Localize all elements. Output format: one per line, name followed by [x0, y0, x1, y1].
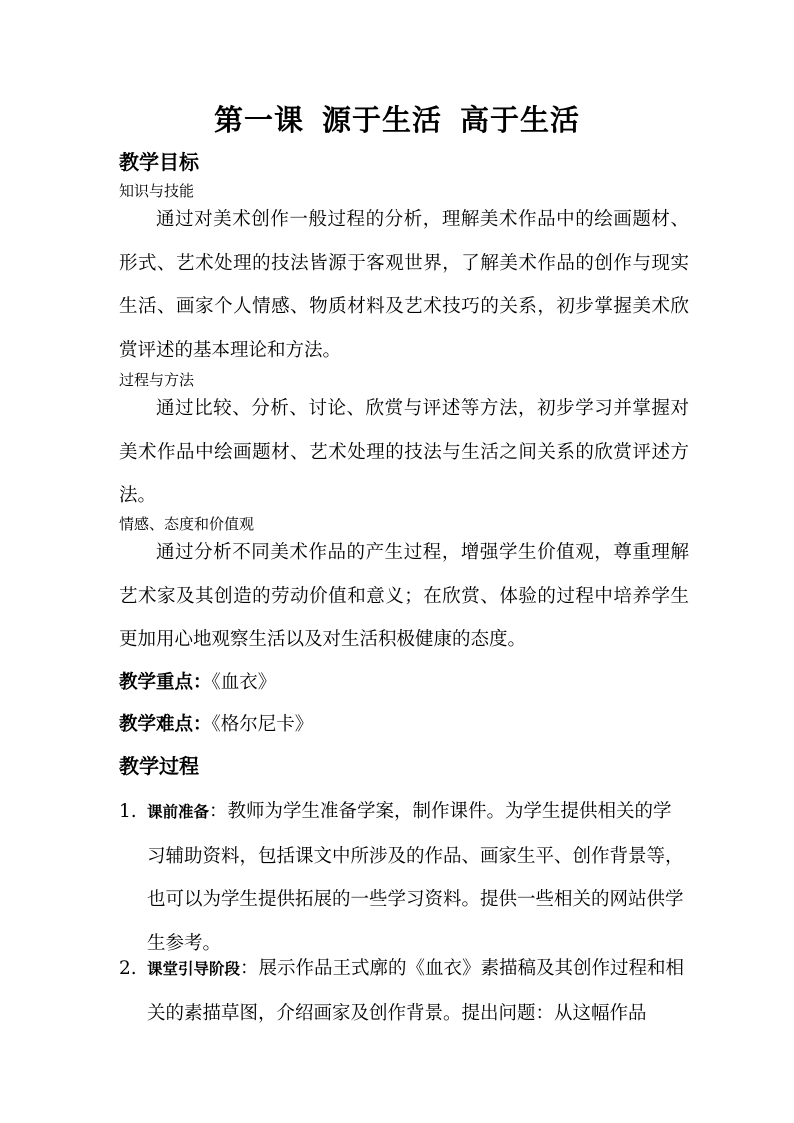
title-part-2: 源于生活	[321, 103, 442, 137]
knowledge-paragraph: 通过对美术创作一般过程的分析，理解美术作品中的绘画题材、形式、艺术处理的技法皆源于客观世界，了解美术作品的创作与现实生活、画家个人情感、物质材料及艺术技巧的关系，初步掌握美术欣赏评述的基本理论和方法。	[119, 209, 689, 361]
difficulty-value: 《格尔尼卡》	[211, 714, 314, 735]
list-item-text: ：教师为学生准备学案，制作课件。为学生提供相关的学习辅助资料，包括课文中所涉及的作品、画家生平、创作背景等，也可以为学生提供拓展的一些学习资料。提供一些相关的网站供学生参考。	[147, 801, 684, 954]
title-part-1: 第一课	[213, 103, 304, 137]
title-part-3: 高于生活	[460, 103, 581, 137]
list-item-text: ：展示作品王式廓的《血衣》素描稿及其创作过程和相关的素描草图，介绍画家及创作背景。提出问题：从这幅作品	[147, 958, 685, 1024]
page-title	[0, 98, 794, 139]
list-item-lead: 课堂引导阶段	[147, 960, 241, 978]
key-point	[119, 668, 276, 694]
key-point-label: 教学重点：	[119, 672, 212, 693]
difficulty-label: 教学难点：	[119, 714, 212, 735]
list-item	[119, 947, 689, 1035]
list-item-number: 1.	[119, 801, 137, 822]
list-item	[119, 790, 689, 965]
knowledge-label: 知识与技能	[119, 182, 195, 200]
process-label: 过程与方法	[119, 371, 195, 389]
process-heading: 教学过程	[119, 754, 199, 778]
values-label: 情感、态度和价值观	[119, 515, 255, 533]
key-point-value: 《血衣》	[211, 672, 277, 693]
objectives-heading: 教学目标	[119, 150, 199, 174]
list-item-number: 2.	[119, 958, 137, 979]
process-paragraph: 通过比较、分析、讨论、欣赏与评述等方法，初步学习并掌握对美术作品中绘画题材、艺术处理的技法与生活之间关系的欣赏评述方法。	[119, 398, 689, 506]
values-paragraph: 通过分析不同美术作品的产生过程，增强学生价值观，尊重理解艺术家及其创造的劳动价值和意义；在欣赏、体验的过程中培养学生更加用心地观察生活以及对生活积极健康的态度。	[119, 542, 689, 650]
difficulty	[119, 710, 313, 736]
list-item-lead: 课前准备	[147, 803, 210, 821]
